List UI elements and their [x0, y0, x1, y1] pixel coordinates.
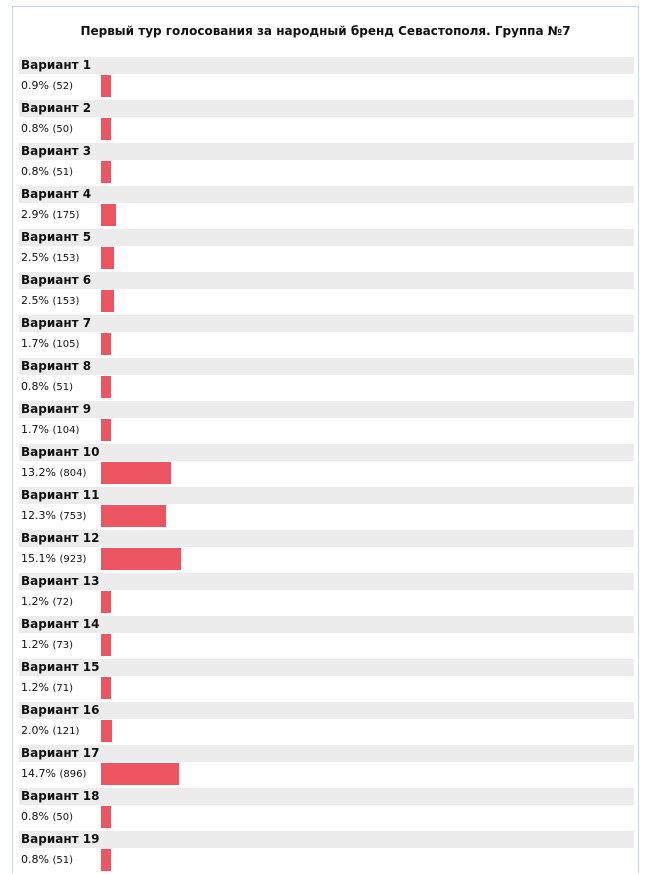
- option-label: Вариант 18: [19, 788, 634, 805]
- percent-label: 2.9%: [21, 208, 49, 221]
- option-value-row: [19, 547, 634, 573]
- option-label: Вариант 9: [19, 401, 634, 418]
- option-result: [21, 595, 73, 608]
- result-bar: [101, 118, 111, 140]
- result-bar: [101, 376, 111, 398]
- percent-label: 1.2%: [21, 595, 49, 608]
- percent-label: 0.8%: [21, 165, 49, 178]
- result-bar: [101, 204, 116, 226]
- option-result: [21, 767, 86, 780]
- percent-label: 0.8%: [21, 122, 49, 135]
- result-bar: [101, 763, 179, 785]
- option-value-row: [19, 375, 634, 401]
- option-result: [21, 853, 73, 866]
- option-label: Вариант 11: [19, 487, 634, 504]
- percent-label: 1.2%: [21, 681, 49, 694]
- option-value-row: [19, 590, 634, 616]
- percent-label: 2.5%: [21, 251, 49, 264]
- result-bar: [101, 247, 114, 269]
- option-label: Вариант 6: [19, 272, 634, 289]
- poll-option: [19, 487, 634, 530]
- percent-label: 0.8%: [21, 810, 49, 823]
- poll-option: [19, 229, 634, 272]
- result-bar: [101, 720, 112, 742]
- result-bar: [101, 290, 114, 312]
- result-bar: [101, 75, 111, 97]
- option-label: Вариант 7: [19, 315, 634, 332]
- option-value-row: [19, 504, 634, 530]
- option-label: Вариант 17: [19, 745, 634, 762]
- percent-label: 1.7%: [21, 423, 49, 436]
- option-value-row: [19, 762, 634, 788]
- option-result: [21, 423, 79, 436]
- vote-count: (105): [52, 339, 80, 350]
- result-bar: [101, 591, 111, 613]
- vote-count: (175): [52, 210, 80, 221]
- vote-count: (153): [52, 296, 80, 307]
- percent-label: 15.1%: [21, 552, 56, 565]
- option-result: [21, 380, 73, 393]
- option-result: [21, 552, 86, 565]
- poll-option: [19, 358, 634, 401]
- option-label: Вариант 15: [19, 659, 634, 676]
- result-bar: [101, 161, 111, 183]
- option-label: Вариант 2: [19, 100, 634, 117]
- result-bar: [101, 677, 111, 699]
- poll-option: [19, 315, 634, 358]
- option-result: [21, 208, 79, 221]
- vote-count: (72): [52, 597, 73, 608]
- option-value-row: [19, 160, 634, 186]
- poll-option: [19, 186, 634, 229]
- percent-label: 1.2%: [21, 638, 49, 651]
- result-bar: [101, 505, 166, 527]
- poll-option: [19, 831, 634, 874]
- poll-option: [19, 659, 634, 702]
- percent-label: 0.8%: [21, 380, 49, 393]
- poll-option: [19, 57, 634, 100]
- option-label: Вариант 12: [19, 530, 634, 547]
- poll-option: [19, 100, 634, 143]
- option-result: [21, 122, 73, 135]
- percent-label: 2.0%: [21, 724, 49, 737]
- option-result: [21, 251, 79, 264]
- option-label: Вариант 5: [19, 229, 634, 246]
- percent-label: 13.2%: [21, 466, 56, 479]
- result-bar: [101, 419, 111, 441]
- option-result: [21, 681, 73, 694]
- vote-count: (923): [59, 554, 87, 565]
- option-label: Вариант 1: [19, 57, 634, 74]
- percent-label: 0.9%: [21, 79, 49, 92]
- poll-option: [19, 444, 634, 487]
- option-label: Вариант 8: [19, 358, 634, 375]
- option-result: [21, 466, 86, 479]
- vote-count: (73): [52, 640, 73, 651]
- vote-count: (50): [52, 812, 73, 823]
- vote-count: (52): [52, 81, 73, 92]
- option-value-row: [19, 461, 634, 487]
- percent-label: 14.7%: [21, 767, 56, 780]
- option-result: [21, 638, 73, 651]
- option-value-row: [19, 805, 634, 831]
- vote-count: (51): [52, 855, 73, 866]
- option-label: Вариант 16: [19, 702, 634, 719]
- option-value-row: [19, 719, 634, 745]
- poll-option: [19, 272, 634, 315]
- option-value-row: [19, 289, 634, 315]
- option-value-row: [19, 117, 634, 143]
- result-bar: [101, 634, 111, 656]
- option-label: Вариант 19: [19, 831, 634, 848]
- vote-count: (51): [52, 382, 73, 393]
- vote-count: (753): [59, 511, 87, 522]
- vote-count: (896): [59, 769, 87, 780]
- result-bar: [101, 333, 111, 355]
- result-bar: [101, 548, 181, 570]
- option-result: [21, 810, 73, 823]
- poll-option: [19, 573, 634, 616]
- vote-count: (153): [52, 253, 80, 264]
- option-value-row: [19, 203, 634, 229]
- poll-option: [19, 788, 634, 831]
- result-bar: [101, 849, 111, 871]
- percent-label: 2.5%: [21, 294, 49, 307]
- option-label: Вариант 13: [19, 573, 634, 590]
- vote-count: (804): [59, 468, 87, 479]
- option-label: Вариант 4: [19, 186, 634, 203]
- option-value-row: [19, 848, 634, 874]
- percent-label: 1.7%: [21, 337, 49, 350]
- vote-count: (51): [52, 167, 73, 178]
- vote-count: (71): [52, 683, 73, 694]
- vote-count: (121): [52, 726, 80, 737]
- option-label: Вариант 10: [19, 444, 634, 461]
- poll-option: [19, 530, 634, 573]
- option-value-row: [19, 418, 634, 444]
- result-bar: [101, 806, 111, 828]
- option-result: [21, 724, 79, 737]
- option-value-row: [19, 676, 634, 702]
- option-value-row: [19, 246, 634, 272]
- option-result: [21, 294, 79, 307]
- option-value-row: [19, 332, 634, 358]
- poll-option: [19, 401, 634, 444]
- option-result: [21, 79, 73, 92]
- poll-results: [19, 57, 634, 874]
- percent-label: 12.3%: [21, 509, 56, 522]
- option-value-row: [19, 633, 634, 659]
- poll-title: Первый тур голосования за народный бренд Севастополя. Группа №7: [80, 24, 571, 38]
- option-label: Вариант 14: [19, 616, 634, 633]
- poll-option: [19, 143, 634, 186]
- option-result: [21, 509, 86, 522]
- result-bar: [101, 462, 171, 484]
- option-result: [21, 337, 79, 350]
- option-result: [21, 165, 73, 178]
- poll-option: [19, 745, 634, 788]
- vote-count: (104): [52, 425, 80, 436]
- option-label: Вариант 3: [19, 143, 634, 160]
- poll-option: [19, 616, 634, 659]
- poll-option: [19, 702, 634, 745]
- vote-count: (50): [52, 124, 73, 135]
- option-value-row: [19, 74, 634, 100]
- percent-label: 0.8%: [21, 853, 49, 866]
